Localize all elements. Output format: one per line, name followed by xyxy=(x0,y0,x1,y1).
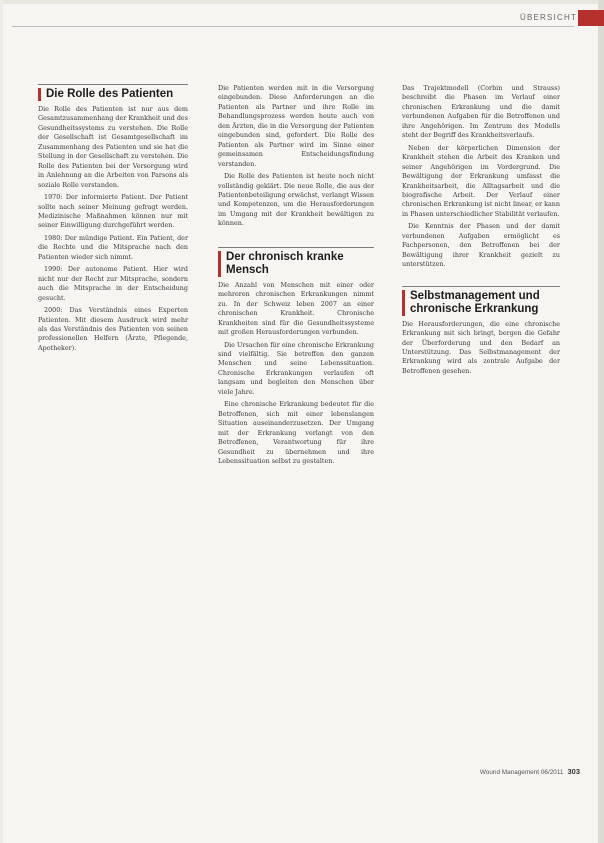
column-3 xyxy=(402,84,560,379)
heading-selbstmanagement: Selbstmanagement und chronische Erkrankung xyxy=(402,290,560,316)
paragraph: Die Rolle des Patienten ist heute noch nicht vollständig geklärt. Die neue Rolle, die aus der Patientenbeteiligung erwächst, verlangt Wissen und Kompetenzen, um die Herausforderungen im Umgang mit der Krankheit bewältigen zu können. xyxy=(218,172,374,228)
section-selbstmanagement xyxy=(402,286,560,377)
journal-name: Wound Management 06/2011 xyxy=(479,769,564,776)
paragraph: 1970: Der informierte Patient. Der Patient sollte nach seiner Meinung gefragt werden. Medizinische Maßnahmen können nur mit seiner Einwilligung durchgeführt werden. xyxy=(38,193,188,230)
paragraph: Die Rolle des Patienten ist nur aus dem Gesamtzusammenhang der Krankheit und des Gesundheitssystems zu verstehen. Die Rolle der Gesellschaft ist Gesamtgesellschaft im Zusammenhang des Patienten und sie hat die Stellung in der Gesellschaft zu verstehen. Die Rolle des Patienten bei der Versorgung wird in Anlehnung an die Arbeiten von Parsons als soziale Rolle verstanden. xyxy=(38,105,188,189)
paragraph: Die Kenntnis der Phasen und der damit verbundenen Aufgaben ermöglicht es Fachpersonen, den Betroffenen bei der Bewältigung ihrer Krankheit gezielt zu unterstützen. xyxy=(402,222,560,269)
heading-chronisch-kranke-mensch: Der chronisch kranke Mensch xyxy=(218,251,374,277)
heading-rule xyxy=(38,84,188,85)
column-2 xyxy=(218,84,374,469)
paragraph: 1990: Der autonome Patient. Hier wird nicht nur der Recht zur Mitsprache, sondern auch die Mitsprache in der Entscheidung gesucht. xyxy=(38,265,188,302)
paragraph: 1980: Der mündige Patient. Ein Patient, der die Rechte und die Mitsprache nach den Patienten wieder sich nimmt. xyxy=(38,233,188,261)
paragraph: Die Patienten werden mit in die Versorgung eingebunden. Diese Anforderungen an die Patienten als Partner und ihre Rolle im Behandlungsprozess werden heute auch von den Ärzten, die in die Versorgung der Patienten eingebunden sind, gefordert. Die Rolle des Patienten als Partner wird im Sinne einer gemeinsamen Entscheidungsfindung verstanden. xyxy=(218,84,374,168)
paragraph: Die Ursachen für eine chronische Erkrankung sind vielfältig. Sie betreffen den ganzen Menschen und seine Lebenssituation. Chronische Erkrankungen verlaufen oft langsam und begleiten den Menschen über viele Jahre. xyxy=(218,340,374,396)
heading-rule xyxy=(218,247,374,248)
heading-rolle-des-patienten: Die Rolle des Patienten xyxy=(38,88,188,101)
paragraph: Eine chronische Erkrankung bedeutet für die Betroffenen, sich mit einer lebenslangen Situation auseinanderzusetzen. Der Umgang mit der Erkrankung verlangt von den Betroffenen, Verantwortung für ihre Gesundheit zu übernehmen und ihre Lebenssituation selbst zu gestalten. xyxy=(218,400,374,465)
heading-rule xyxy=(402,286,560,287)
column-1 xyxy=(38,84,188,356)
section-kicker: ÜBERSICHT xyxy=(520,13,578,22)
paragraph: Die Herausforderungen, die eine chronische Erkrankung mit sich bringt, bergen die Gefahr der Überforderung und den Bedarf an Unterstützung. Das Selbstmanagement der Erkrankung wird als zentrale Aufgabe der Betroffenen gesehen. xyxy=(402,319,560,375)
page-edge-top xyxy=(0,0,604,4)
section-color-tab xyxy=(578,10,604,26)
section-chronisch-kranke-mensch xyxy=(218,247,374,467)
page-number: 303 xyxy=(567,767,580,776)
paragraph: Das Trajektmodell (Corbin und Strauss) beschreibt die Phasen im Verlauf einer chronischen Erkrankung und die damit verbundenen Aufgaben für die Betroffenen und ihre Angehörigen. Im Zentrum des Modells steht der Begriff des Krankheitsverlaufs. xyxy=(402,84,560,140)
paragraph: Die Anzahl von Menschen mit einer oder mehreren chronischen Erkrankungen nimmt zu. In der Schweiz leben 2007 an einer chronischen Krankheit. Chronische Krankheiten sind für die Gesundheitssysteme mit großen Herausforderungen verbunden. xyxy=(218,280,374,337)
paragraph: 2000: Das Verständnis eines Experten Patienten. Mit diesem Ausdruck wird mehr als das Verständnis des Patienten von seinen professionellen Helfern (Ärzte, Pflegende, Apotheker). xyxy=(38,306,188,352)
page-footer xyxy=(456,767,580,777)
header-rule xyxy=(12,26,574,27)
page-edge-right xyxy=(598,0,604,843)
paragraph: Neben der körperlichen Dimension der Krankheit stehen die Arbeit des Kranken und seiner Angehörigen im Vordergrund. Die Bewältigung der Erkrankung umfasst die Krankheitsarbeit, die Alltagsarbeit und die biografische Arbeit. Der Verlauf einer chronischen Erkrankung ist nicht linear, er kann in Phasen unterschiedlicher Stabilität verlaufen. xyxy=(402,143,560,218)
page-edge-left xyxy=(0,0,3,843)
